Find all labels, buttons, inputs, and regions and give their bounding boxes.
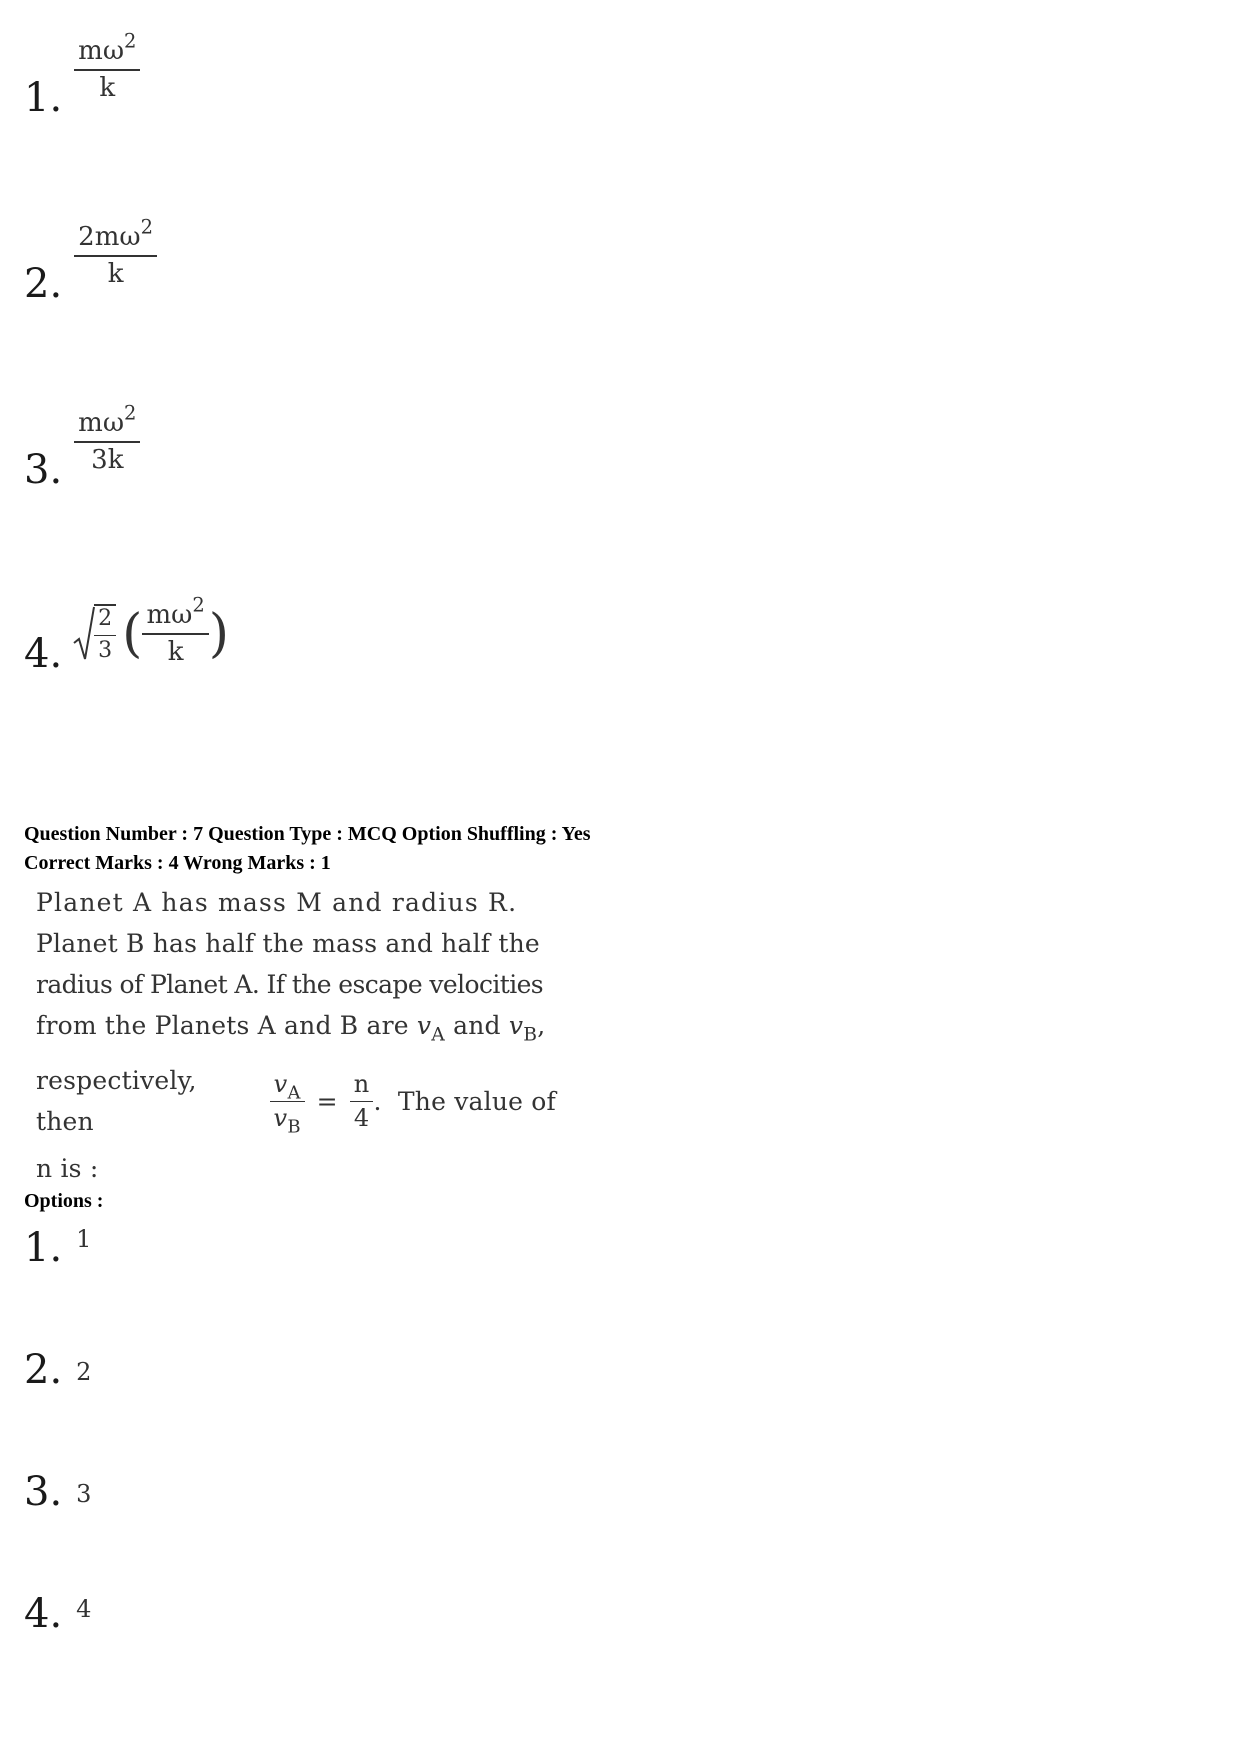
- option-2[interactable]: [24, 1347, 92, 1393]
- right-paren-icon: ): [208, 604, 230, 665]
- equals-sign: =: [316, 1086, 338, 1116]
- question-line-4-text: from the Planets A and B are: [36, 1011, 417, 1040]
- numerator: 2mω: [78, 222, 141, 252]
- velocity-a: v: [416, 1011, 432, 1040]
- numerator: mω: [78, 36, 125, 66]
- prev-option-1[interactable]: [24, 29, 140, 122]
- option-value: 3: [76, 1480, 92, 1508]
- denominator: 3k: [91, 445, 124, 476]
- options-label: Options :: [24, 1190, 104, 1212]
- exponent: 2: [124, 401, 137, 425]
- velocity-b: v: [508, 1011, 524, 1040]
- question-line-4: [36, 1005, 556, 1046]
- root-fraction: [94, 604, 116, 664]
- radical-sign-icon: [72, 605, 96, 663]
- denominator: k: [167, 637, 184, 668]
- fraction: [142, 593, 208, 668]
- option-4[interactable]: [24, 1591, 92, 1637]
- fraction: [74, 401, 140, 476]
- prev-option-2[interactable]: [24, 215, 157, 308]
- option-number: 1.: [24, 1225, 63, 1271]
- denominator-subscript: B: [287, 1115, 301, 1137]
- question-line-5: [36, 1060, 556, 1142]
- question-line-5-tail: . The value of: [373, 1086, 556, 1116]
- option-number: 2.: [24, 261, 63, 308]
- question-meta-line1: Question Number : 7 Question Type : MCQ Option Shuffling : Yes: [24, 823, 591, 845]
- numerator: mω: [146, 600, 193, 630]
- denominator: v: [273, 1103, 288, 1132]
- option-3[interactable]: [24, 1469, 92, 1515]
- numerator: n: [350, 1070, 374, 1102]
- question-line-6: n is :: [36, 1154, 99, 1183]
- sqrt-expression: [72, 593, 230, 668]
- denominator: k: [107, 259, 124, 290]
- option-number: 1.: [24, 75, 63, 122]
- question-line-5-text: respectively, then: [36, 1066, 197, 1136]
- question-line-1: Planet A has mass M and radius R.: [36, 888, 518, 917]
- option-value: 4: [76, 1595, 92, 1623]
- comma: ,: [537, 1011, 546, 1040]
- numerator: 2: [94, 606, 116, 635]
- denominator: 4: [353, 1103, 370, 1132]
- n-over-4-fraction: [350, 1070, 374, 1133]
- fraction: [74, 215, 157, 290]
- prev-option-4[interactable]: [24, 593, 230, 678]
- denominator: 3: [98, 637, 113, 663]
- option-number: 3.: [24, 447, 63, 494]
- denominator: k: [99, 73, 116, 104]
- fraction: [74, 29, 140, 104]
- left-paren-icon: (: [122, 604, 143, 665]
- numerator-subscript: A: [287, 1082, 301, 1103]
- question-meta-line2: Correct Marks : 4 Wrong Marks : 1: [24, 852, 331, 874]
- option-value: 1: [76, 1225, 92, 1253]
- exponent: 2: [124, 29, 137, 53]
- option-number: 3.: [24, 1469, 63, 1515]
- exponent: 2: [140, 215, 153, 239]
- option-number: 4.: [24, 1591, 63, 1637]
- exponent: 2: [192, 593, 205, 617]
- prev-option-3[interactable]: [24, 401, 140, 494]
- numerator: v: [273, 1069, 288, 1098]
- question-line-3: radius of Planet A. If the escape velocities: [36, 970, 544, 999]
- velocity-b-subscript: B: [523, 1024, 538, 1046]
- question-line-2: Planet B has half the mass and half the: [36, 929, 540, 958]
- option-number: 4.: [24, 631, 63, 678]
- question-text: [36, 882, 556, 1189]
- numerator: mω: [78, 408, 125, 438]
- option-1[interactable]: [24, 1225, 92, 1271]
- option-number: 2.: [24, 1347, 63, 1393]
- velocity-a-subscript: A: [431, 1024, 445, 1046]
- conjunction: and: [445, 1011, 509, 1040]
- velocity-ratio-fraction: [270, 1069, 305, 1137]
- option-value: 2: [76, 1358, 92, 1386]
